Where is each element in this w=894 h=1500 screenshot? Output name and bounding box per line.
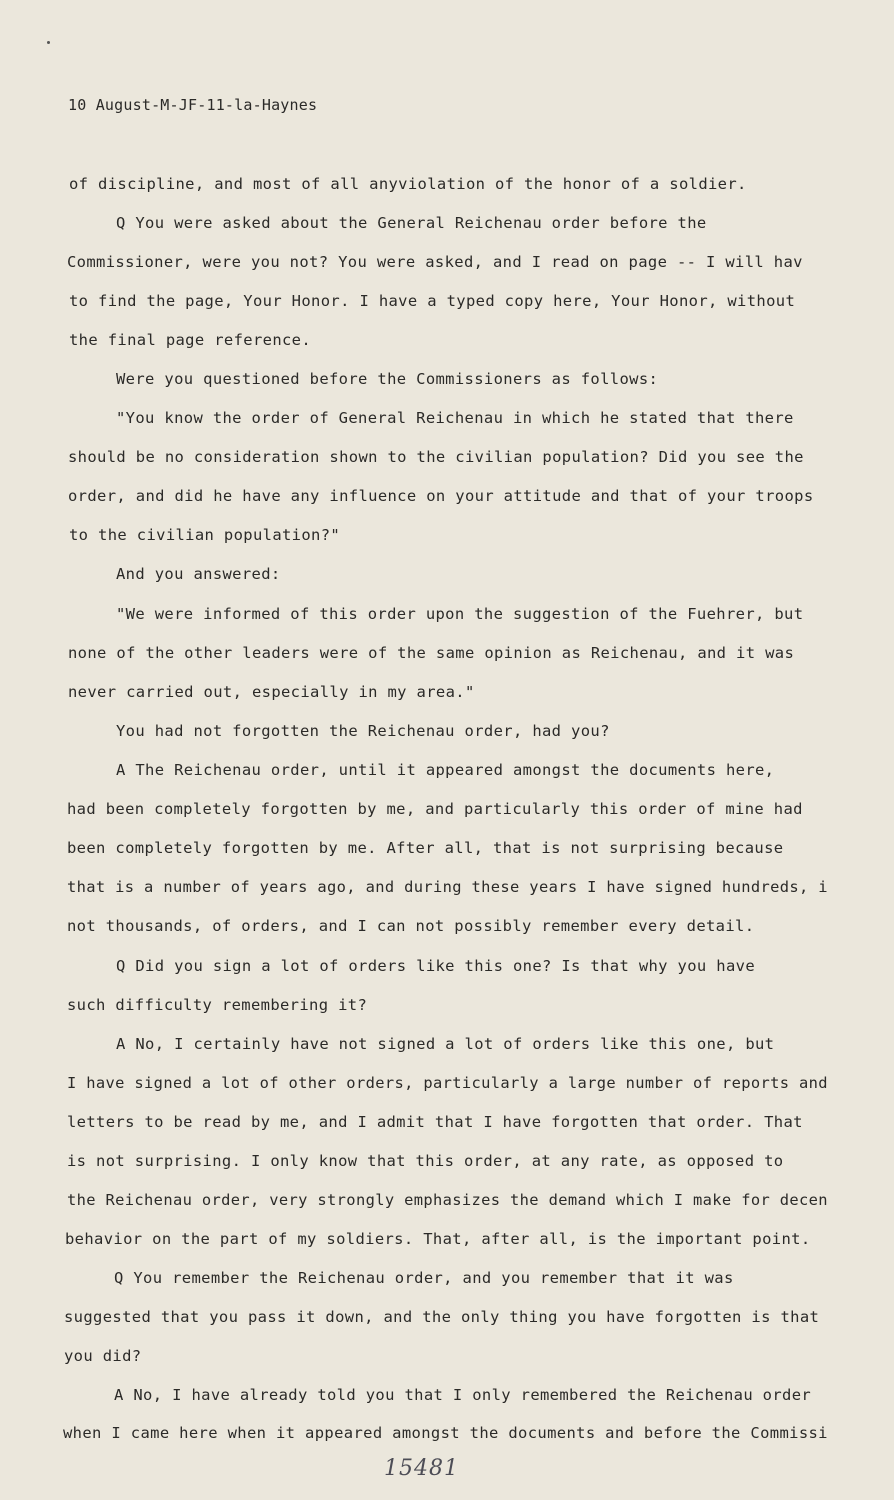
text-line-13: none of the other leaders were of the same opinion as Reichenau, and it was	[68, 644, 795, 662]
text-line-18: been completely forgotten by me. After all, that is not surprising because	[67, 839, 784, 857]
text-line-30: suggested that you pass it down, and the only thing you have forgotten is that	[64, 1308, 820, 1326]
text-line-3: Commissioner, were you not? You were asked, and I read on page -- I will hav	[67, 253, 803, 271]
text-line-12: "We were informed of this order upon the suggestion of the Fuehrer, but	[116, 605, 804, 623]
text-line-31: you did?	[64, 1347, 142, 1365]
text-line-26: is not surprising. I only know that this order, at any rate, as opposed to	[67, 1152, 784, 1170]
text-line-14: never carried out, especially in my area."	[68, 683, 475, 701]
text-line-15: You had not forgotten the Reichenau order, had you?	[116, 722, 610, 740]
text-line-32: A No, I have already told you that I only remembered the Reichenau order	[114, 1386, 812, 1404]
text-line-6: Were you questioned before the Commissioners as follows:	[116, 370, 659, 388]
text-line-7: "You know the order of General Reichenau in which he stated that there	[116, 409, 794, 427]
text-line-9: order, and did he have any influence on your attitude and that of your troops	[68, 487, 814, 505]
text-line-5: the final page reference.	[69, 331, 312, 349]
text-line-33: when I came here when it appeared amongst the documents and before the Commissi	[63, 1424, 828, 1442]
text-line-8: should be no consideration shown to the civilian population? Did you see the	[68, 448, 804, 466]
text-line-2: Q You were asked about the General Reichenau order before the	[116, 214, 707, 232]
text-line-27: the Reichenau order, very strongly emphasizes the demand which I make for decen	[67, 1191, 828, 1209]
text-line-11: And you answered:	[116, 565, 281, 583]
text-line-22: such difficulty remembering it?	[67, 996, 368, 1014]
text-line-23: A No, I certainly have not signed a lot of orders like this one, but	[116, 1035, 775, 1053]
text-line-24: I have signed a lot of other orders, particularly a large number of reports and	[67, 1074, 828, 1092]
text-line-29: Q You remember the Reichenau order, and you remember that it was	[114, 1269, 734, 1287]
text-line-10: to the civilian population?"	[69, 526, 341, 544]
text-line-28: behavior on the part of my soldiers. That, after all, is the important point.	[65, 1230, 811, 1248]
handwritten-page-number: 15481	[384, 1456, 459, 1481]
text-line-4: to find the page, Your Honor. I have a typed copy here, Your Honor, without	[69, 292, 796, 310]
text-line-16: A The Reichenau order, until it appeared amongst the documents here,	[116, 761, 775, 779]
text-line-19: that is a number of years ago, and during these years I have signed hundreds, i	[67, 878, 828, 896]
text-line-21: Q Did you sign a lot of orders like this one? Is that why you have	[116, 957, 755, 975]
text-line-25: letters to be read by me, and I admit that I have forgotten that order. That	[67, 1113, 803, 1131]
text-line-1: of discipline, and most of all anyviolation of the honor of a soldier.	[69, 175, 747, 193]
page-header: 10 August-M-JF-11-la-Haynes	[68, 96, 318, 114]
paper-speck	[47, 41, 50, 44]
text-line-17: had been completely forgotten by me, and particularly this order of mine had	[67, 800, 803, 818]
text-line-20: not thousands, of orders, and I can not possibly remember every detail.	[67, 917, 755, 935]
